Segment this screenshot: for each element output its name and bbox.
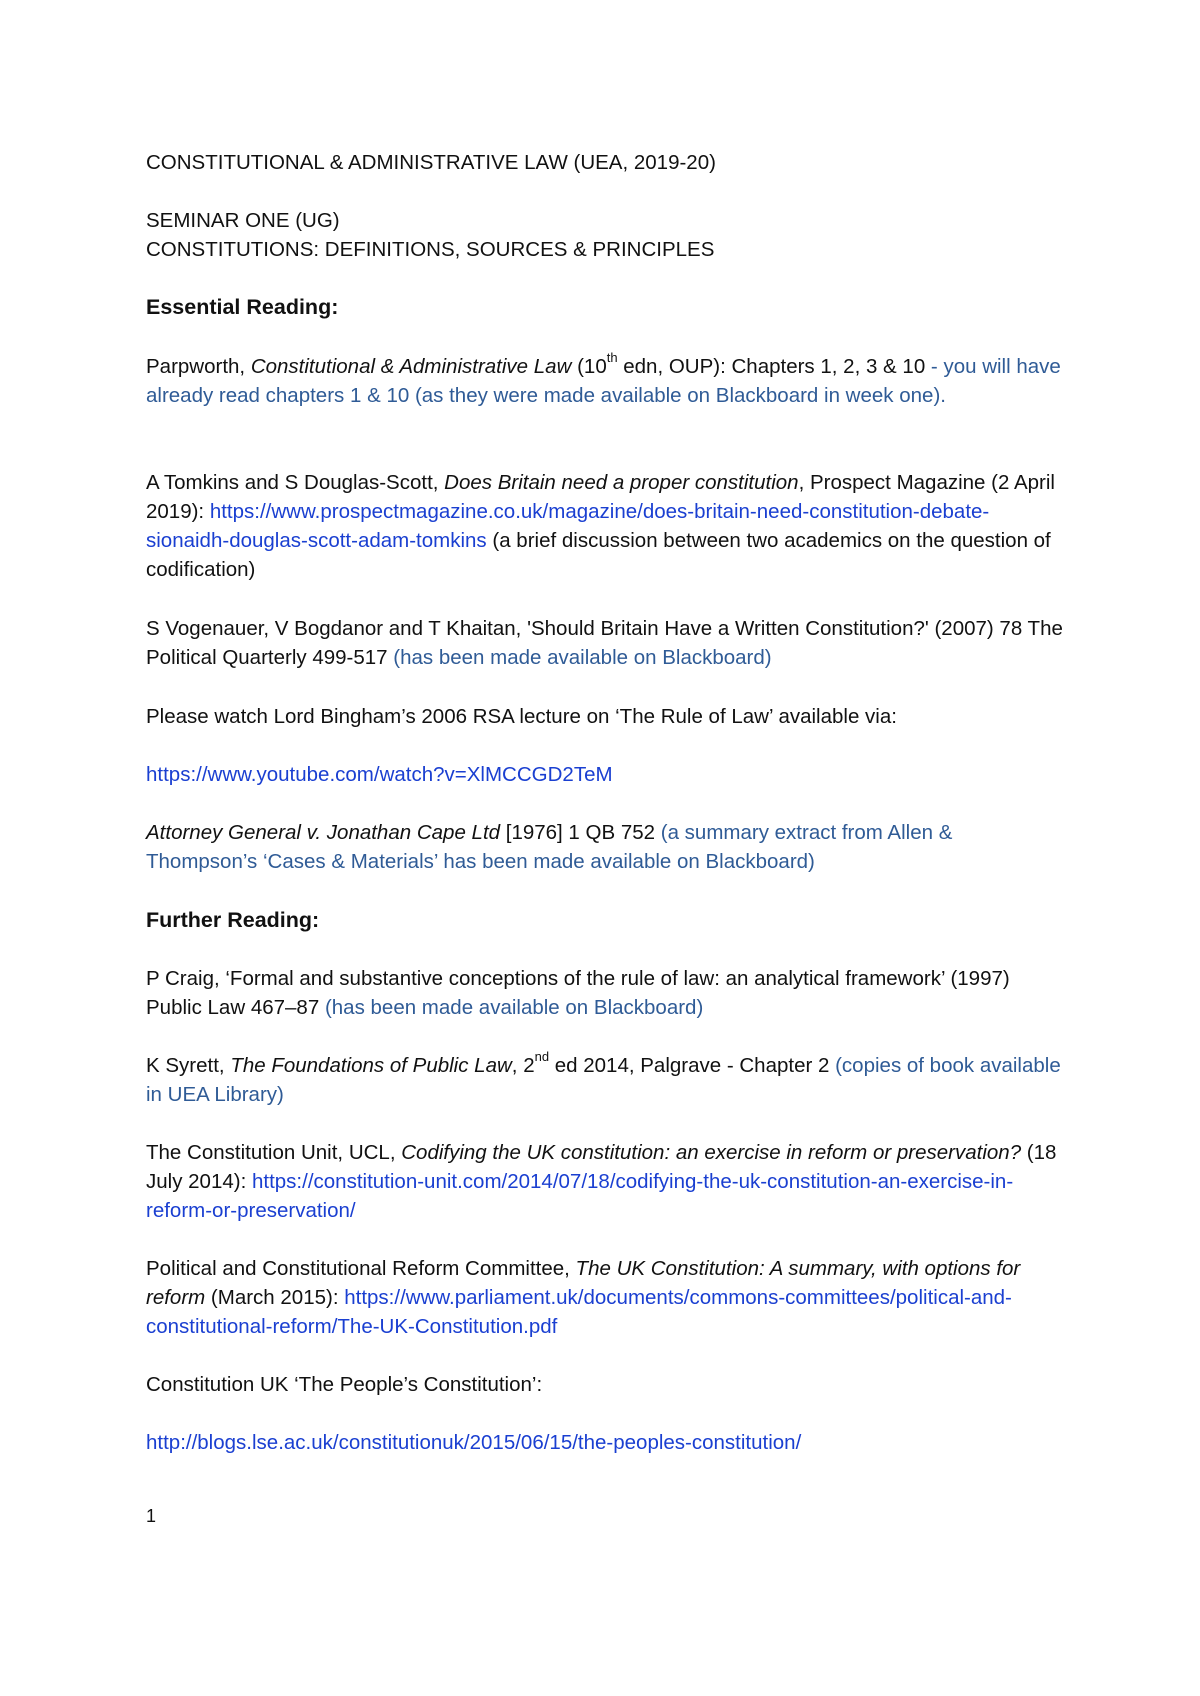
reading-note: (has been made available on Blackboard) xyxy=(393,646,772,669)
reading-article-title: Does Britain need a proper constitution xyxy=(444,471,799,494)
reading-date: (March 2015): xyxy=(205,1286,345,1309)
seminar-topic: CONSTITUTIONS: DEFINITIONS, SOURCES & PRINCIPLES xyxy=(146,238,715,261)
reading-note: - you will have already read chapters 1 & 10 (as they were made available on Blackboard in week one). xyxy=(146,355,1061,407)
constitution-unit-link[interactable]: https://constitution-unit.com/2014/07/18/codifying-the-uk-constitution-an-exercise-in-reform-or-preservation/ xyxy=(146,1170,1014,1222)
bingham-lecture-paragraph xyxy=(146,760,1066,789)
reading-pcrc xyxy=(146,1254,1066,1341)
document-title: CONSTITUTIONAL & ADMINISTRATIVE LAW (UEA, 2019-20) xyxy=(146,151,716,174)
reading-author: Parpworth, xyxy=(146,355,251,378)
bingham-lecture-text: Please watch Lord Bingham’s 2006 RSA lecture on ‘The Rule of Law’ available via: xyxy=(146,705,897,728)
reading-edition: , 2 xyxy=(511,1054,535,1077)
reading-constitution-unit xyxy=(146,1138,1066,1225)
prospect-magazine-link[interactable]: https://www.prospectmagazine.co.uk/magazine/does-britain-need-constitution-debate-sionaidh-douglas-scott-adam-tomkins xyxy=(146,500,990,552)
reading-syrett xyxy=(146,1051,1066,1109)
essential-reading-heading: Essential Reading: xyxy=(146,295,339,319)
reading-author: The Constitution Unit, UCL, xyxy=(146,1141,402,1164)
reading-citation: P Craig, ‘Formal and substantive conceptions of the rule of law: an analytical framework’ (1997) Public Law 467–87 xyxy=(146,967,1010,1019)
reading-author: Political and Constitutional Reform Committee, xyxy=(146,1257,576,1280)
reading-source: , Prospect Magazine (2 April 2019): xyxy=(146,471,1055,523)
reading-note: (copies of book available in UEA Library) xyxy=(146,1054,1061,1106)
reading-craig xyxy=(146,964,1066,1022)
reading-note: (a summary extract from Allen & Thompson’s ‘Cases & Materials’ has been made available on Blackboard) xyxy=(146,821,953,873)
parliament-link[interactable]: https://www.parliament.uk/documents/commons-committees/political-and-constitutional-reform/The-UK-Constitution.pdf xyxy=(146,1286,1012,1338)
reading-chapters: edn, OUP): Chapters 1, 2, 3 & 10 xyxy=(617,355,926,378)
reading-book-title: The Foundations of Public Law xyxy=(230,1054,512,1077)
reading-report-title: The UK Constitution: A summary, with options for reform xyxy=(146,1257,1021,1309)
lse-blog-link[interactable]: http://blogs.lse.ac.uk/constitutionuk/2015/06/15/the-peoples-constitution/ xyxy=(146,1431,802,1454)
reading-description: (a brief discussion between two academics on the question of codification) xyxy=(146,529,1051,581)
reading-edition: (10 xyxy=(571,355,607,378)
further-reading-heading: Further Reading: xyxy=(146,908,320,932)
page-number: 1 xyxy=(146,1506,157,1526)
reading-vogenauer xyxy=(146,614,1066,672)
reading-book-title: Constitutional & Administrative Law xyxy=(250,355,572,378)
reading-article-title: Codifying the UK constitution: an exercise in reform or preservation? xyxy=(401,1141,1022,1164)
reading-author: A Tomkins and S Douglas-Scott, xyxy=(146,471,445,494)
reading-note: (has been made available on Blackboard) xyxy=(324,996,704,1019)
peoples-constitution-paragraph xyxy=(146,1428,1066,1457)
reading-parpworth xyxy=(146,352,1066,410)
seminar-label: SEMINAR ONE (UG) xyxy=(146,209,340,232)
peoples-constitution-text: Constitution UK ‘The People’s Constitution’: xyxy=(146,1373,543,1396)
edition-superscript: th xyxy=(606,350,618,366)
reading-citation: S Vogenauer, V Bogdanor and T Khaitan, 'Should Britain Have a Written Constitution?' (2007) 78 The Political Quarterly 499-517 xyxy=(146,617,1063,669)
case-citation: [1976] 1 QB 752 xyxy=(500,821,661,844)
reading-author: K Syrett, xyxy=(146,1054,231,1077)
reading-date: (18 July 2014): xyxy=(146,1141,1057,1193)
youtube-link[interactable]: https://www.youtube.com/watch?v=XlMCCGD2TeM xyxy=(146,763,613,786)
edition-superscript: nd xyxy=(534,1049,550,1065)
reading-chapters: ed 2014, Palgrave - Chapter 2 xyxy=(549,1054,836,1077)
reading-cape-case xyxy=(146,818,1066,876)
case-name: Attorney General v. Jonathan Cape Ltd xyxy=(146,821,501,844)
reading-tomkins xyxy=(146,468,1066,584)
